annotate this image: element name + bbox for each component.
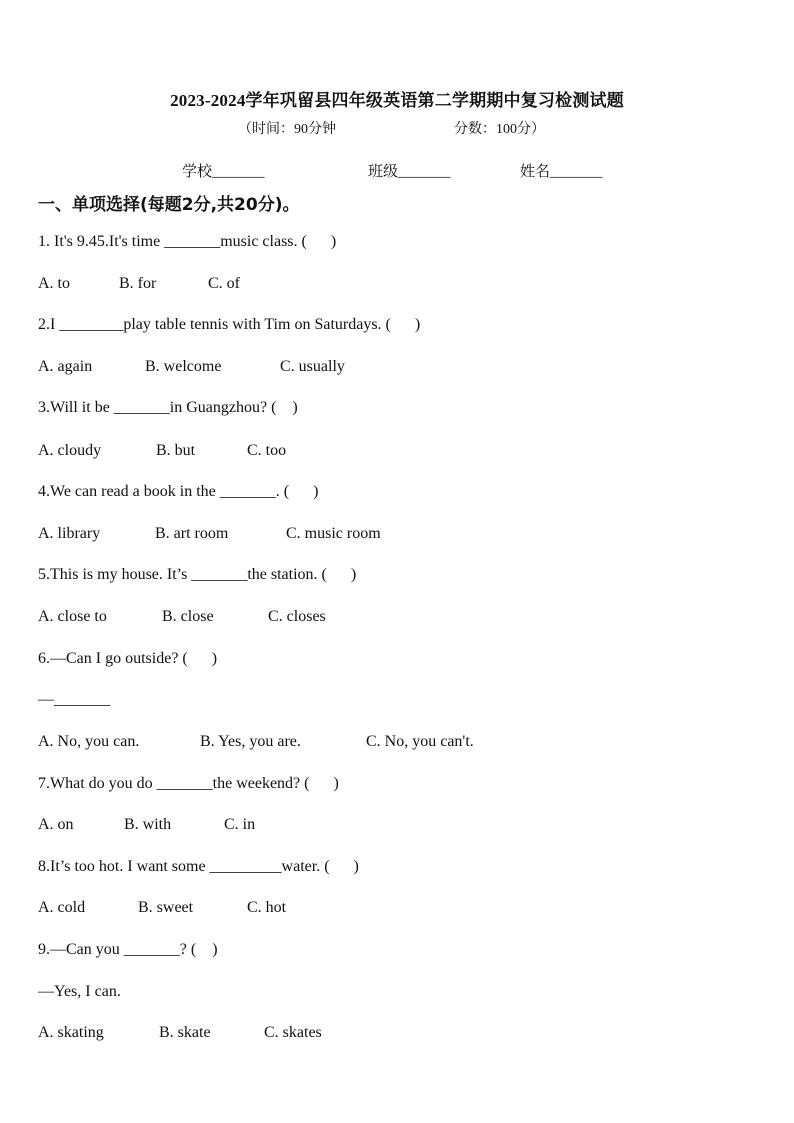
option-c[interactable]: C. in [224,816,256,833]
option-a[interactable]: A. skating [38,1024,104,1041]
option-c[interactable]: C. No, you can't. [366,733,474,750]
option-a[interactable]: A. again [38,358,93,375]
options-9 [38,1024,738,1044]
question-7: 7.What do you do _______the weekend? ( ) [38,775,339,792]
option-a[interactable]: A. close to [38,608,107,625]
option-b[interactable]: B. sweet [138,899,194,916]
section-heading: 一、单项选择(每题2分,共20分)。 [38,195,300,215]
options-8 [38,899,738,919]
question-5: 5.This is my house. It’s _______the station. ( ) [38,566,357,583]
options-1 [38,275,738,295]
option-b[interactable]: B. welcome [145,358,222,375]
exam-score: 分数：100分） [454,122,545,137]
school-field[interactable]: 学校_______ [182,164,265,180]
option-c[interactable]: C. too [247,442,287,459]
question-4: 4.We can read a book in the _______. ( ) [38,483,319,500]
name-field[interactable]: 姓名_______ [520,164,603,180]
option-a[interactable]: A. cloudy [38,442,102,459]
question-8: 8.It’s too hot. I want some _________water. ( ) [38,858,359,875]
option-a[interactable]: A. No, you can. [38,733,140,750]
option-b[interactable]: B. close [162,608,214,625]
class-field[interactable]: 班级_______ [368,164,451,180]
options-3 [38,442,738,462]
exam-time: （时间：90分钟 [238,122,336,137]
question-1: 1. It's 9.45.It's time _______music class. ( ) [38,233,337,250]
option-c[interactable]: C. skates [264,1024,322,1041]
option-b[interactable]: B. art room [155,525,229,542]
question-9-reply: —Yes, I can. [38,983,121,1000]
option-c[interactable]: C. music room [286,525,381,542]
options-5 [38,608,738,628]
question-3: 3.Will it be _______in Guangzhou? ( ) [38,399,298,416]
options-4 [38,525,738,545]
student-fields [0,160,794,180]
option-b[interactable]: B. for [119,275,157,292]
options-2 [38,358,738,378]
question-2: 2.I ________play table tennis with Tim on Saturdays. ( ) [38,316,421,333]
question-6-reply: —_______ [38,691,110,708]
options-6 [38,733,738,753]
option-a[interactable]: A. to [38,275,70,292]
option-b[interactable]: B. Yes, you are. [200,733,301,750]
option-c[interactable]: C. hot [247,899,287,916]
options-7 [38,816,738,836]
option-b[interactable]: B. but [156,442,196,459]
option-b[interactable]: B. skate [159,1024,211,1041]
exam-info [238,118,545,138]
option-c[interactable]: C. of [208,275,240,292]
option-a[interactable]: A. library [38,525,101,542]
option-a[interactable]: A. on [38,816,74,833]
option-c[interactable]: C. usually [280,358,345,375]
option-b[interactable]: B. with [124,816,172,833]
exam-title: 2023-2024学年巩留县四年级英语第二学期期中复习检测试题 [170,91,624,110]
question-6: 6.—Can I go outside? ( ) [38,650,218,667]
question-9: 9.—Can you _______? ( ) [38,941,218,958]
option-a[interactable]: A. cold [38,899,86,916]
option-c[interactable]: C. closes [268,608,326,625]
